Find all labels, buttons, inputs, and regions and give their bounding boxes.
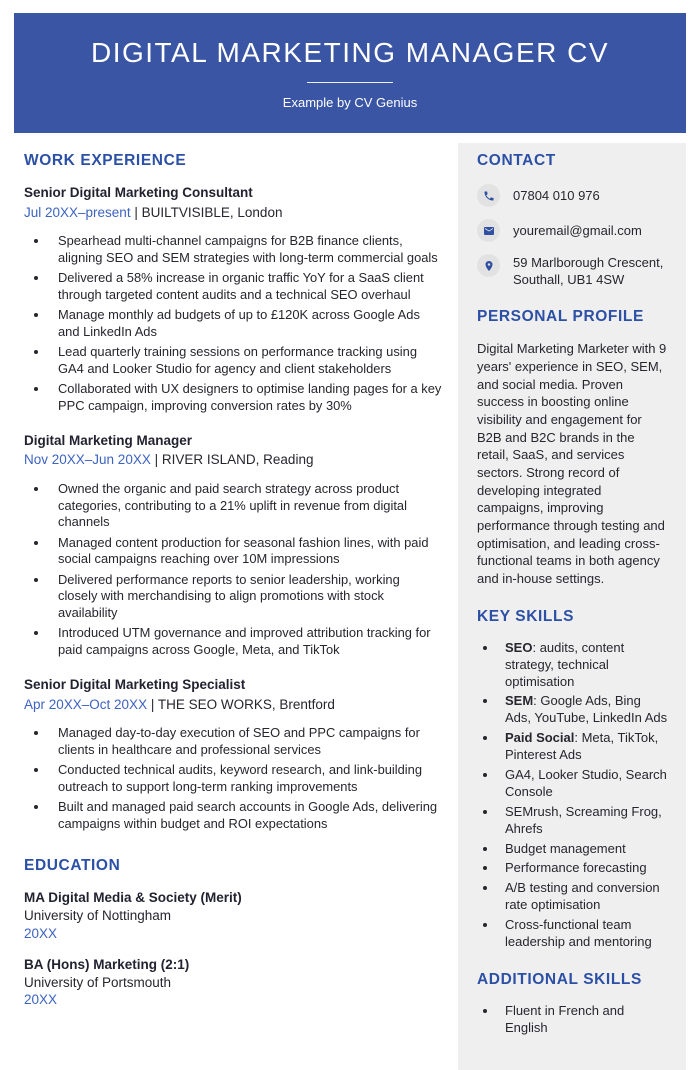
bullet-item: • Managed day-to-day execution of SEO and PPC campaigns for clients in healthcare and professional services	[49, 725, 442, 759]
cv-title-underline	[307, 82, 393, 83]
skill-item	[498, 917, 669, 951]
job-meta	[24, 696, 442, 714]
cv-title: DIGITAL MARKETING MANAGER CV	[90, 36, 610, 68]
location-icon	[477, 254, 500, 277]
contact-item-address	[477, 254, 669, 288]
skill-text: Performance forecasting	[505, 860, 647, 876]
job-company: RIVER ISLAND, Reading	[161, 452, 314, 468]
skill-item	[498, 860, 669, 877]
bullet-item: • Introduced UTM governance and improved attribution tracking for paid campaigns across Google, Meta, and TikTok	[49, 625, 442, 659]
degree-year: 20XX	[24, 925, 58, 941]
degree-school: University of Portsmouth	[24, 974, 172, 990]
job-bullets	[24, 481, 442, 659]
left-column	[0, 143, 458, 1022]
skill-text: Cross-functional team leadership and mentoring	[505, 917, 652, 949]
job-title: Senior Digital Marketing Consultant	[24, 185, 253, 200]
degree-entry	[24, 956, 442, 1010]
cv-body	[0, 143, 700, 1070]
skill-item	[498, 640, 669, 691]
bullet-item: • Conducted technical audits, keyword research, and link-building outreach to support long-term ranking improvements	[49, 762, 442, 796]
skill-text: GA4, Looker Studio, Search Console	[505, 766, 667, 799]
bullet-item: • Spearhead multi-channel campaigns for B2B finance clients, aligning SEO and SEM strategies with long-term commercial goals	[49, 233, 442, 267]
contact-item-email	[477, 219, 669, 242]
contact-section	[477, 152, 669, 288]
key-skills-list	[477, 640, 669, 951]
bullet-item: • Lead quarterly training sessions on performance tracking using GA4 and Looker Studio for agency and client stakeholders	[49, 344, 442, 378]
skill-item	[498, 730, 669, 764]
skill-label: SEO	[505, 639, 533, 655]
skill-text: : Meta, TikTok, Pinterest Ads	[505, 730, 659, 763]
job-meta	[24, 451, 442, 469]
key-skills-heading: KEY SKILLS	[477, 607, 575, 625]
job-bullets	[24, 233, 442, 415]
skill-text: SEMrush, Screaming Frog, Ahrefs	[505, 803, 662, 836]
job-dates: Nov 20XX–Jun 20XX	[24, 452, 151, 468]
contact-email: youremail@gmail.com	[513, 223, 642, 238]
profile-text: Digital Marketing Marketer with 9 years' experience in SEO, SEM, and social media. Proven success in boosting online visibility and engagement for B2B and B2C brands in the retail, SaaS, and services sectors. Strong record of developing integrated campaigns, improving performance through testing and optimisation, and leading cross-functional teams in both agency and in-house settings.	[477, 341, 667, 587]
job-title: Digital Marketing Manager	[24, 432, 193, 448]
additional-skills-list	[477, 1003, 669, 1037]
skill-item	[498, 804, 669, 838]
job-separator: |	[134, 204, 138, 220]
contact-heading: CONTACT	[477, 152, 556, 169]
bullet-item: • Owned the organic and paid search strategy across product categories, contributing to a 21% uplift in revenue from digital channels	[49, 481, 442, 531]
skill-item	[498, 841, 669, 858]
personal-profile-heading: PERSONAL PROFILE	[477, 308, 644, 326]
degree-entry	[24, 889, 442, 943]
cv-page	[0, 13, 700, 1035]
skill-text: A/B testing and conversion rate optimisation	[505, 880, 660, 913]
skill-text: : audits, content strategy, technical optimisation	[505, 639, 625, 689]
sidebar	[458, 143, 686, 1070]
bullet-item: • Delivered performance reports to senior leadership, working closely with merchandising to align promotions with stock availability	[49, 572, 442, 622]
email-icon	[477, 219, 500, 242]
bullet-item: • Managed content production for seasonal fashion lines, with paid social campaigns reaching over 10M impressions	[49, 535, 442, 569]
contact-phone: 07804 010 976	[513, 188, 600, 203]
work-experience-heading: WORK EXPERIENCE	[24, 152, 187, 169]
job-title: Senior Digital Marketing Specialist	[24, 677, 246, 692]
cv-subtitle: Example by CV Genius	[282, 94, 418, 110]
additional-skills-section	[477, 971, 669, 1037]
education-section	[24, 857, 442, 1010]
job-meta	[24, 204, 442, 222]
job-company: BUILTVISIBLE, London	[141, 204, 283, 220]
job-dates: Apr 20XX–Oct 20XX	[24, 696, 148, 712]
degree-title: BA (Hons) Marketing (2:1)	[24, 956, 190, 972]
skill-item	[498, 693, 669, 727]
education-heading: EDUCATION	[24, 856, 121, 874]
job-dates: Jul 20XX–present	[24, 204, 131, 220]
bullet-item: • Collaborated with UX designers to optimise landing pages for a key PPC campaign, improving conversion rates by 30%	[49, 381, 442, 415]
skill-label: Paid Social	[505, 730, 575, 746]
job-separator: |	[150, 696, 155, 712]
degree-year: 20XX	[24, 992, 58, 1008]
job-entry	[24, 432, 442, 659]
personal-profile-section	[477, 308, 669, 587]
cv-header	[14, 13, 686, 133]
degree-school: University of Nottingham	[24, 907, 172, 923]
contact-item-phone	[477, 184, 669, 207]
job-bullets	[24, 725, 442, 833]
contact-address: 59 Marlborough Crescent, Southall, UB1 4SW	[513, 255, 664, 288]
bullet-item: • Manage monthly ad budgets of up to £120K across Google Ads and LinkedIn Ads	[49, 307, 442, 341]
job-entry	[24, 676, 442, 833]
bullet-item: • Delivered a 58% increase in organic traffic YoY for a SaaS client through targeted content audits and a technical SEO overhaul	[49, 270, 442, 304]
job-entry	[24, 184, 442, 415]
skill-item	[498, 880, 669, 914]
work-experience-section	[24, 152, 442, 833]
skill-item	[498, 767, 669, 801]
phone-icon	[477, 184, 500, 207]
skill-text: Budget management	[505, 840, 626, 856]
bullet-item: • Built and managed paid search accounts in Google Ads, delivering campaigns within budget and ROI expectations	[49, 799, 442, 833]
job-separator: |	[154, 452, 159, 468]
degree-title: MA Digital Media & Society (Merit)	[24, 889, 242, 905]
skill-item: • Fluent in French and English	[498, 1003, 669, 1037]
skill-label: SEM	[505, 693, 534, 709]
key-skills-section	[477, 608, 669, 951]
job-company: THE SEO WORKS, Brentford	[157, 696, 335, 712]
skill-text: : Google Ads, Bing Ads, YouTube, LinkedIn Ads	[505, 693, 668, 726]
additional-skills-heading: ADDITIONAL SKILLS	[477, 970, 642, 988]
